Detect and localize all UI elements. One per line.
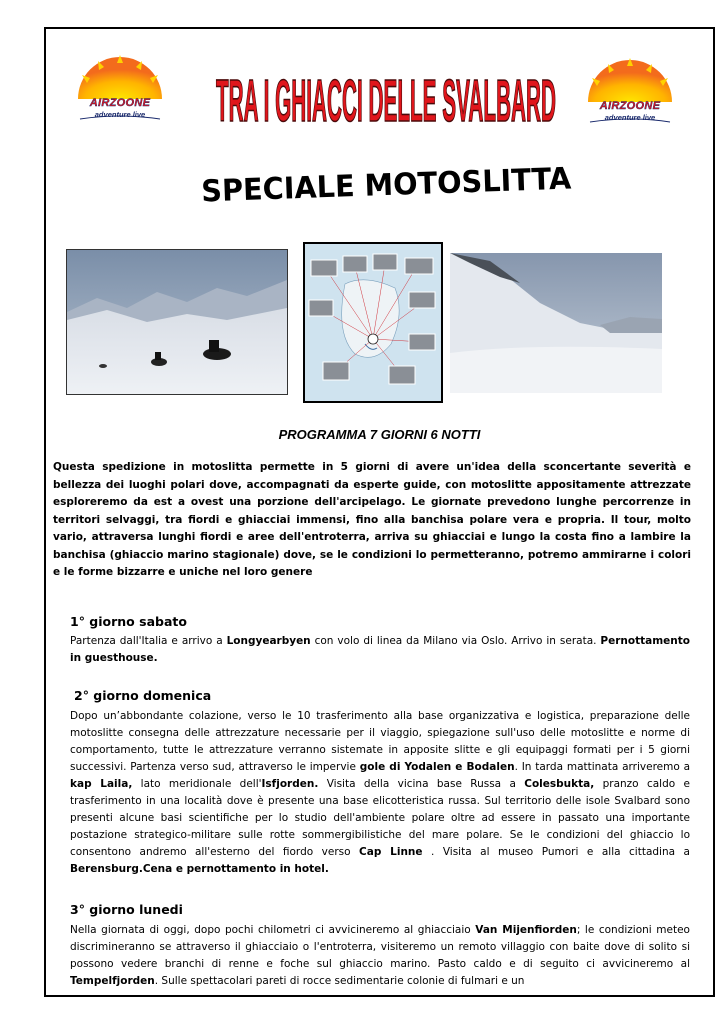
svalbard-map-image bbox=[303, 242, 443, 403]
subtitle-text: SPECIALE MOTOSLITTA bbox=[200, 160, 576, 209]
logo-tagline: adventure live bbox=[604, 113, 656, 122]
day-2-title: 2° giorno domenica bbox=[74, 688, 212, 703]
logo-tagline: adventure live bbox=[94, 110, 146, 119]
day-3-text: Nella giornata di oggi, dopo pochi chilometri ci avvicineremo al ghiacciaio Van Mijenfiorden; le condizioni meteo discrimineranno se attraverso il ghiacciaio o l'entroterra, visiteremo un remoto villaggio con baite dove di solito si possono vedere branchi di renne e foche sul ghiaccio marino. Pasto caldo e di seguito ci avvicineremo al Tempelfjorden. Sulle spettacolari pareti di rocce sedimentarie colonie di fulmari e un bbox=[70, 924, 690, 987]
day-3-title: 3° giorno lunedi bbox=[70, 902, 183, 917]
main-title bbox=[206, 59, 566, 139]
day-1-title: 1° giorno sabato bbox=[70, 614, 187, 629]
subtitle bbox=[196, 149, 576, 209]
day-1-text: Partenza dall'Italia e arrivo a Longyearbyen con volo di linea da Milano via Oslo. Arrivo in serata. Pernottamento in guesthouse. bbox=[70, 635, 690, 664]
airzoone-logo-right bbox=[580, 56, 680, 128]
main-title-text: TRA I GHIACCI DELLE SVALBARD bbox=[215, 68, 556, 135]
logo-name: AIRZOONE bbox=[89, 97, 151, 109]
glacier-photo bbox=[450, 253, 662, 393]
page-frame bbox=[44, 27, 715, 997]
program-title: PROGRAMMA 7 GIORNI 6 NOTTI bbox=[278, 427, 481, 442]
day-2-text: Dopo un’abbondante colazione, verso le 10 trasferimento alla base organizzativa e logistica, preparazione delle motoslitte consegna delle attrezzature necessarie per il viaggio, spiegazione sull'uso delle motoslitte e norme di comportamento, tutte le attrezzature verranno sistemate in apposite slitte e gli equipaggi formati per i 5 giorni successivi. Partenza verso sud, attraverso le impervie gole di Yodalen e Bodalen. In tarda mattinata arriveremo a kap Laila, lato meridionale dell'Isfjorden. Visita della vicina base Russa a Colesbukta, pranzo caldo e trasferimento in una località dove è presente una base elicotteristica russa. Sul territorio delle isole Svalbard sono presenti alcune basi scientifiche per lo studio dell'ambiente polare oltre ad essere in passato una importante postazione strategico-militare sulle rotte sommergibilistiche del mare polare. Se le condizioni del ghiaccio lo consentono andremo all'esterno del fiordo verso Cap Linne . Visita al museo Pumori e alla cittadina a Berensburg.Cena e pernottamento in hotel. bbox=[70, 710, 690, 875]
airzoone-logo-left bbox=[70, 53, 170, 125]
snowmobile-photo bbox=[66, 249, 288, 395]
logo-name: AIRZOONE bbox=[599, 100, 661, 112]
intro-paragraph: Questa spedizione in motoslitta permette in 5 giorni di avere un'idea della sconcertante severità e bellezza dei luoghi polari dove, accompagnati da esperte guide, con motoslitte appositamente attrezzate esploreremo da est a ovest una porzione dell'arcipelago. Le giornate prevedono lunghe percorrenze in territori selvaggi, tra fiordi e ghiacciai immensi, fino alla banchisa polare vera e propria. Il tour, molto vario, attraversa lunghi fiordi e aree dell'entroterra, arriva su ghiacciai e lungo la costa fino a lambire la banchisa (ghiaccio marino stagionale) dove, se le condizioni lo permetteranno, potremo ammirarne i colori e le forme bizzarre e uniche nel loro genere bbox=[53, 461, 691, 578]
